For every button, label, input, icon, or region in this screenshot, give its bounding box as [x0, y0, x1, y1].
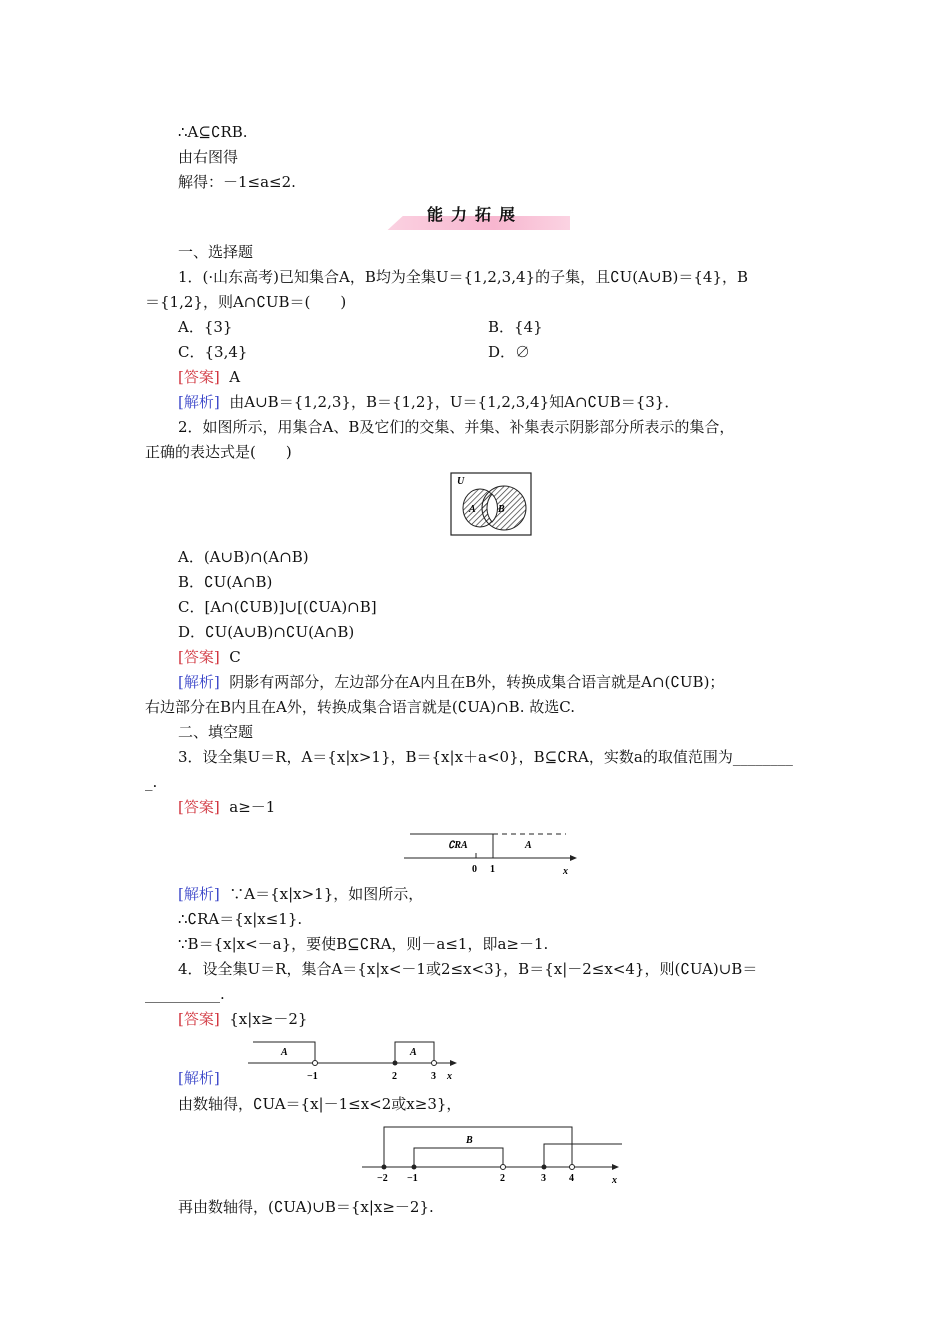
tick: −1: [307, 1071, 318, 1082]
question-text: 4．设全集U＝R，集合A＝{x|x<－1或2≤x<3}，B＝{x|－2≤x<4}，则(∁UA)∪B＝: [178, 960, 758, 978]
text-line: ∴A⊆∁RB.: [178, 123, 248, 141]
question-text: 3．设全集U＝R，A＝{x|x>1}，B＝{x|x＋a<0}，B⊆∁RA，实数a的取值范围为________: [178, 748, 793, 766]
text-line: 解得：－1≤a≤2.: [178, 173, 296, 191]
tick-1: 1: [490, 864, 495, 875]
number-line-q3: [400, 828, 580, 876]
answer: A: [229, 368, 241, 386]
answer-line: [178, 1010, 307, 1028]
section-heading: 一、选择题: [178, 243, 254, 261]
option: D．∅: [488, 343, 531, 361]
section-banner: [380, 200, 570, 236]
label-u: U: [457, 476, 465, 487]
label-a: A: [281, 1047, 288, 1058]
question-text: __________.: [145, 985, 225, 1003]
analysis-tag: [解析]: [178, 1069, 220, 1087]
analysis-line: [178, 673, 724, 691]
answer: a≥－1: [229, 798, 276, 816]
number-line-q4-b: [360, 1124, 630, 1186]
tick: 3: [431, 1071, 436, 1082]
analysis-text: 由数轴得，∁UA＝{x|－1≤x<2或x≥3}，: [178, 1095, 462, 1113]
answer-tag: [答案]: [178, 798, 220, 816]
answer-tag: [答案]: [178, 648, 220, 666]
axis-x: x: [563, 866, 568, 876]
analysis-text: ∵B＝{x|x<－a}，要使B⊆∁RA，则－a≤1，即a≥－1.: [178, 935, 549, 953]
label-a: A: [469, 504, 476, 515]
tick: 4: [569, 1173, 574, 1184]
label-b: B: [498, 504, 505, 515]
analysis: 阴影有两部分，左边部分在A内且在B外，转换成集合语言就是A∩(∁UB)；: [229, 673, 725, 691]
tick-0: 0: [472, 864, 477, 875]
label-a: A: [410, 1047, 417, 1058]
analysis-text: 右边部分在B内且在A外，转换成集合语言就是(∁UA)∩B. 故选C.: [145, 698, 575, 716]
tick: 2: [392, 1071, 397, 1082]
label-cra: ∁RA: [448, 840, 468, 851]
tick: 3: [541, 1173, 546, 1184]
question-text: ＝{1,2}，则A∩∁UB＝( ): [145, 293, 347, 311]
option: A．{3}: [178, 318, 233, 336]
analysis-tag: [178, 1069, 220, 1087]
question-text: 1．(·山东高考)已知集合A，B均为全集U＝{1,2,3,4}的子集，且∁U(A∪B)＝{4}，B: [178, 268, 749, 286]
section-title: 能力拓展: [426, 205, 523, 224]
question-text: 正确的表达式是( ): [145, 443, 292, 461]
question-text: _.: [145, 773, 158, 791]
tick: −2: [377, 1173, 388, 1184]
analysis-text: ∴∁RA＝{x|x≤1}.: [178, 910, 303, 928]
venn-diagram: [450, 472, 532, 536]
answer: C: [229, 648, 241, 666]
option: C．[A∩(∁UB)]∪[(∁UA)∩B]: [178, 598, 377, 616]
axis-x: x: [612, 1175, 617, 1186]
axis-x: x: [447, 1071, 452, 1082]
number-line-q4-a: [245, 1038, 465, 1084]
analysis-tag: [解析]: [178, 393, 220, 411]
answer-line: [178, 648, 241, 666]
analysis-text: 再由数轴得，(∁UA)∪B＝{x|x≥－2}.: [178, 1198, 434, 1216]
analysis-tag: [解析]: [178, 885, 220, 903]
answer: {x|x≥－2}: [229, 1010, 308, 1028]
text-line: 由右图得: [178, 148, 239, 166]
option: B．{4}: [488, 318, 543, 336]
analysis: ∵A＝{x|x>1}，如图所示，: [229, 885, 424, 903]
answer-tag: [答案]: [178, 368, 220, 386]
answer-line: [178, 798, 275, 816]
tick: −1: [407, 1173, 418, 1184]
label-a: A: [525, 840, 532, 851]
tick: 2: [500, 1173, 505, 1184]
analysis: 由A∪B＝{1,2,3}，B＝{1,2}，U＝{1,2,3,4}知A∩∁UB＝{3}．: [229, 393, 680, 411]
option: A．(A∪B)∩(A∩B): [178, 548, 309, 566]
option: D．∁U(A∪B)∩∁U(A∩B): [178, 623, 355, 641]
analysis-tag: [解析]: [178, 673, 220, 691]
analysis-line: [178, 393, 679, 411]
option: C．{3,4}: [178, 343, 248, 361]
analysis-line: [178, 885, 423, 903]
question-text: 2．如图所示，用集合A、B及它们的交集、并集、补集表示阴影部分所表示的集合，: [178, 418, 735, 436]
section-heading: 二、填空题: [178, 723, 254, 741]
answer-line: [178, 368, 240, 386]
label-b: B: [466, 1135, 473, 1146]
answer-tag: [答案]: [178, 1010, 220, 1028]
option: B．∁U(A∩B): [178, 573, 273, 591]
